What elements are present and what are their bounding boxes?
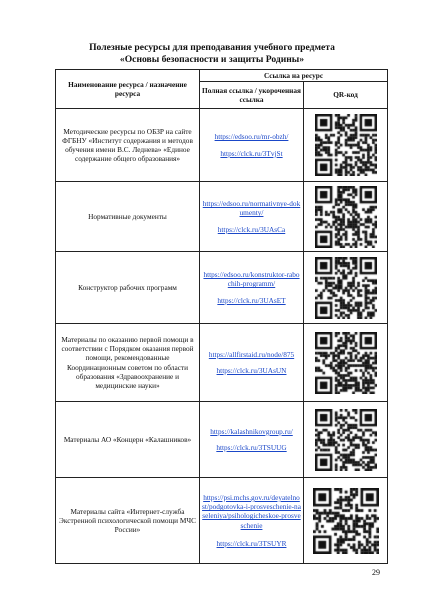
full-link[interactable]: https://psi.mchs.gov.ru/deyatelnost/podgotovka-i-prosveschenie-naseleniya/psihologicheskoe-prosveschenie: [202, 492, 301, 530]
qr-code-icon: [315, 186, 377, 248]
resource-name: Методические ресурсы по ОБЗР на сайте ФГБНУ «Институт содержания и методов обучения имени В.С. Леднева» «Единое содержание общего образования»: [56, 109, 200, 182]
table-row: [56, 402, 388, 478]
qr-code-icon: [315, 409, 377, 471]
qr-code-icon: [313, 488, 379, 554]
table-row: [56, 324, 388, 402]
resource-name: Материалы сайта «Интернет-служба Экстренной психологической помощи МЧС России»: [56, 478, 200, 564]
resource-links: [200, 182, 304, 252]
full-link[interactable]: https://edsoo.ru/konstruktor-rabochih-programm/: [203, 270, 300, 289]
short-link[interactable]: https://clck.ru/3TvjSt: [220, 148, 283, 158]
document-title: [40, 42, 384, 66]
qr-cell: [304, 252, 388, 324]
table-row: [56, 182, 388, 252]
resource-name: Нормативные документы: [56, 182, 200, 252]
title-line-2: «Основы безопасности и защиты Родины»: [119, 54, 305, 65]
header-link-group: Ссылка на ресурс: [200, 70, 388, 82]
resources-table: [55, 69, 388, 564]
resource-name: Материалы по оказанию первой помощи в соответствии с Порядком оказания первой помощи, рекомендованные Координационным советом по области образования «Здравоохранение и медицинские науки»: [56, 324, 200, 402]
resource-links: [200, 252, 304, 324]
short-link[interactable]: https://clck.ru/3UAsCa: [217, 224, 286, 234]
resource-links: [200, 109, 304, 182]
full-link[interactable]: https://allfirstaid.ru/node/875: [208, 349, 295, 359]
resource-name: Материалы АО «Концерн «Калашников»: [56, 402, 200, 478]
short-link[interactable]: https://clck.ru/3TSUUG: [216, 443, 287, 452]
table-row: [56, 252, 388, 324]
header-full-link: Полная ссылка / укороченная ссылка: [200, 81, 304, 108]
qr-cell: [304, 478, 388, 564]
resource-name: Конструктор рабочих программ: [56, 252, 200, 324]
short-link[interactable]: https://clck.ru/3UAsET: [217, 295, 286, 305]
short-link[interactable]: https://clck.ru/3UAsUN: [216, 366, 287, 375]
full-link[interactable]: https://edsoo.ru/mr-obzh/: [214, 132, 289, 142]
table-row: [56, 478, 388, 564]
full-link[interactable]: https://kalashnikovgroup.ru/: [210, 426, 293, 436]
qr-cell: [304, 402, 388, 478]
table-row: [56, 109, 388, 182]
qr-cell: [304, 182, 388, 252]
full-link[interactable]: https://edsoo.ru/normativnye-dokumenty/: [202, 199, 301, 218]
header-qr: QR-код: [304, 81, 388, 108]
resource-links: [200, 402, 304, 478]
title-line-1: Полезные ресурсы для преподавания учебного предмета: [89, 42, 335, 53]
short-link[interactable]: https://clck.ru/3TSUYR: [216, 538, 287, 548]
resource-links: [200, 324, 304, 402]
resource-links: [200, 478, 304, 564]
qr-code-icon: [315, 257, 377, 319]
header-name: Наименование ресурса / назначение ресурса: [56, 70, 200, 109]
qr-cell: [304, 109, 388, 182]
qr-cell: [304, 324, 388, 402]
page-number: 29: [372, 568, 380, 577]
qr-code-icon: [315, 332, 377, 394]
qr-code-icon: [315, 114, 377, 176]
